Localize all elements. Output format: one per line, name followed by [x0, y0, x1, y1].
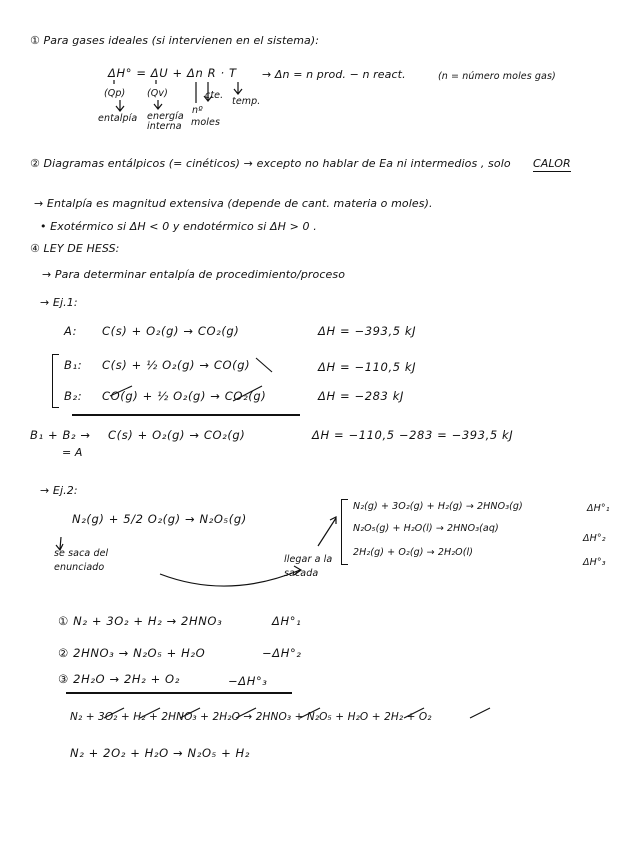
- ej2-final-equation: N₂ + 2O₂ + H₂O → N₂O₅ + H₂: [70, 746, 251, 760]
- ej1-equals-a: = A: [62, 446, 83, 459]
- ej2-reaction3-dh: ΔH°₃: [583, 557, 606, 568]
- ej1-sum-label: B₁ + B₂ →: [30, 428, 91, 442]
- extensive-note: → Entalpía es magnitud extensiva (depende de cant. materia o moles).: [34, 197, 433, 210]
- label-entalpia: entalpía: [98, 113, 138, 124]
- ej2-step2: ② 2HNO₃ → N₂O₅ + H₂O: [58, 646, 206, 660]
- moles-gas-note: (n = número moles gas): [438, 71, 556, 82]
- ej1-a-label: A:: [64, 324, 78, 338]
- ej1-b1-equation: C(s) + ½ O₂(g) → CO(g): [102, 358, 251, 372]
- ej1-b1-label: B₁:: [64, 358, 83, 372]
- ej1-a-dh: ΔH = −393,5 kJ: [318, 324, 417, 338]
- ej2-step3: ③ 2H₂O → 2H₂ + O₂: [58, 672, 180, 686]
- label-qv: (Qv): [147, 88, 168, 99]
- ej2-reaction1-dh: ΔH°₁: [587, 503, 610, 514]
- ej2-target-equation: N₂(g) + 5/2 O₂(g) → N₂O₅(g): [72, 512, 247, 526]
- ej2-step1: ① N₂ + 3O₂ + H₂ → 2HNO₃: [58, 614, 223, 628]
- label-cte: cte.: [205, 90, 224, 101]
- ej1-sum-equation: C(s) + O₂(g) → CO₂(g): [108, 428, 246, 442]
- label-energia: energía: [147, 111, 184, 122]
- ej2-step3-dh: −ΔH°₃: [228, 674, 268, 688]
- ej2-note-left: se saca del enunciado: [54, 548, 109, 573]
- ej2-step2-dh: −ΔH°₂: [262, 646, 302, 660]
- label-interna: interna: [147, 121, 182, 132]
- exo-endo-note: • Exotérmico si ΔH < 0 y endotérmico si ΔH > 0 .: [40, 220, 317, 233]
- section2-heading: ② Diagramas entálpicos (= cinéticos) → excepto no hablar de Ea ni intermedios , solo: [30, 157, 511, 170]
- ej2-reaction2-dh: ΔH°₂: [583, 533, 606, 544]
- calor-word: CALOR: [533, 157, 571, 170]
- ej2-step1-dh: ΔH°₁: [272, 614, 302, 628]
- label-qp: (Qp): [104, 88, 126, 99]
- section1-heading: ① Para gases ideales (si intervienen en el sistema):: [30, 34, 320, 47]
- ej2-reaction3: 2H₂(g) + O₂(g) → 2H₂O(l): [353, 547, 474, 558]
- ej1-b2-dh: ΔH = −283 kJ: [318, 389, 404, 403]
- hess-intro: → Para determinar entalpía de procedimiento/proceso: [42, 268, 346, 281]
- enthalpy-formula: ΔH° = ΔU + Δn R · T: [108, 66, 237, 80]
- ej1-a-equation: C(s) + O₂(g) → CO₂(g): [102, 324, 240, 338]
- delta-n-note: → Δn = n prod. − n react.: [262, 68, 406, 81]
- ej1-sum-dh: ΔH = −110,5 −283 = −393,5 kJ: [312, 428, 514, 442]
- ej1-b1-dh: ΔH = −110,5 kJ: [318, 360, 417, 374]
- ej2-note-right: llegar a la sacada: [284, 554, 333, 579]
- ej2-combined-equation: N₂ + 3O₂ + H₂ + 2HNO₃ + 2H₂O → 2HNO₃ + N₂O₅ + H₂O + 2H₂ + O₂: [70, 711, 432, 723]
- ej1-label: → Ej.1:: [40, 296, 78, 309]
- ej2-label: → Ej.2:: [40, 484, 78, 497]
- label-temp: temp.: [232, 96, 261, 107]
- section4-heading: ④ LEY DE HESS:: [30, 242, 120, 255]
- ej1-b2-equation: CO(g) + ½ O₂(g) → CO₂(g): [102, 389, 267, 403]
- ej1-b2-label: B₂:: [64, 389, 83, 403]
- label-moles: moles: [191, 117, 220, 128]
- ej2-reaction2: N₂O₅(g) + H₂O(l) → 2HNO₃(aq): [353, 523, 499, 534]
- ej2-reaction1: N₂(g) + 3O₂(g) + H₂(g) → 2HNO₃(g): [353, 501, 523, 512]
- label-n: nº: [192, 105, 203, 116]
